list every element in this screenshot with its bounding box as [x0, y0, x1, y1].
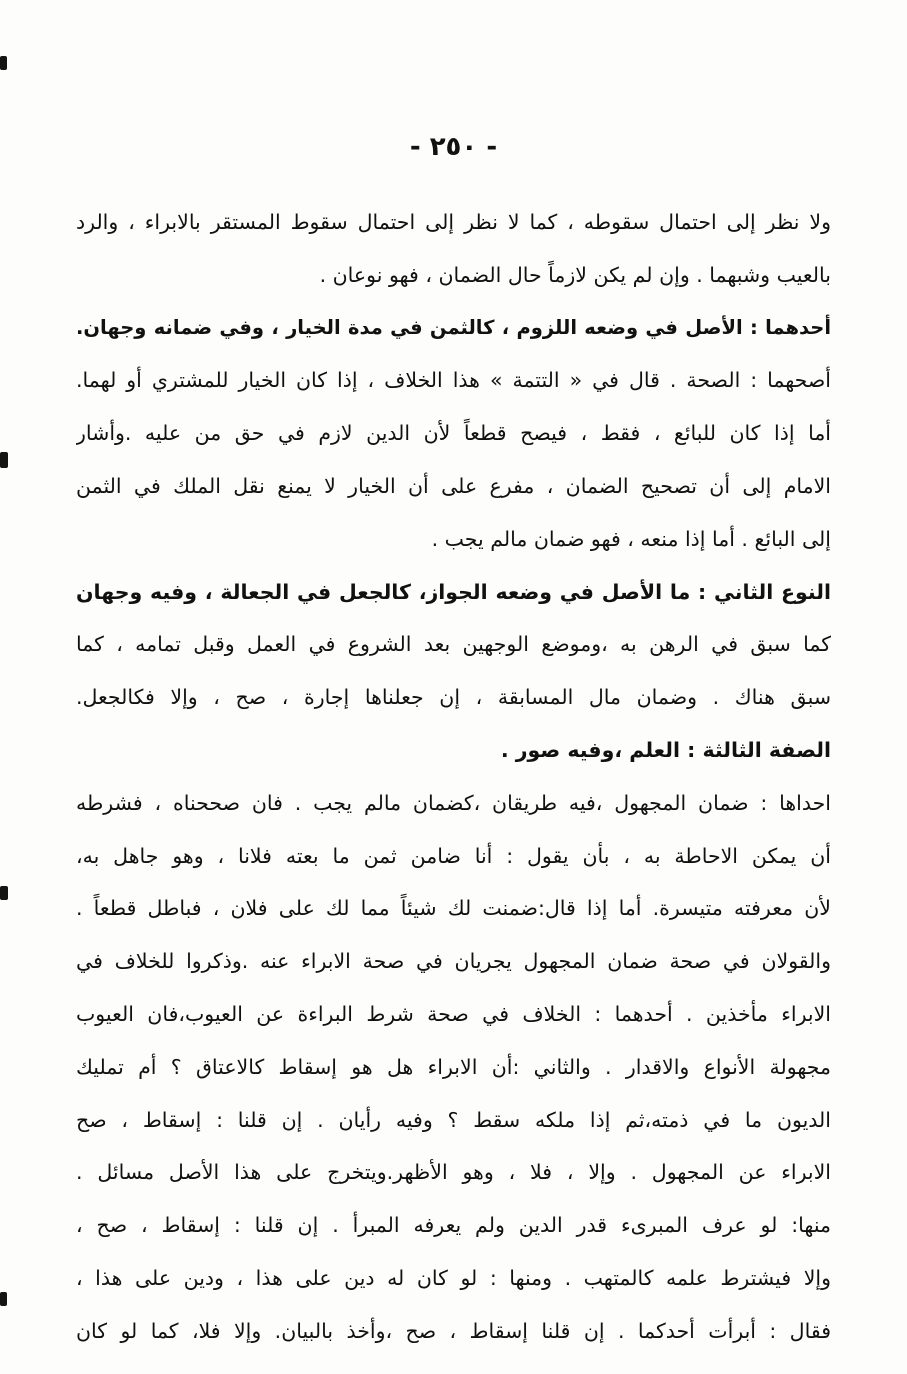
section-line: النوع الثاني : ما الأصل في وضعه الجواز، كالجعل في الجعالة ، وفيه وجهان — [76, 579, 831, 604]
section-heading: الصفة الثالثة : العلم ،وفيه صور . — [500, 737, 831, 762]
section-line: أحدهما : الأصل في وضعه اللزوم ، كالثمن في مدة الخيار ، وفي ضمانه وجهان. — [76, 315, 831, 339]
text-line: أن يمكن الاحاطة به ، بأن يقول : أنا ضامن ثمن ما بعته فلانا ، وهو جاهل به، — [76, 843, 831, 868]
text-line: كما سبق في الرهن به ،وموضع الوجهين بعد الشروع في العمل وقبل تمامه ، كما — [76, 632, 831, 657]
text-line: احداها : ضمان المجهول ،فيه طريقان ،كضمان مالم يجب . فان صححناه ، فشرطه — [76, 790, 831, 815]
text-line: الابراء عن المجهول . وإلا ، فلا ، وهو الأظهر.ويتخرج على هذا الأصل مسائل . — [76, 1160, 831, 1185]
binding-mark — [0, 1292, 7, 1306]
text-line: أصحهما : الصحة . قال في « التتمة » هذا الخلاف ، إذا كان الخيار للمشتري أو لهما. — [76, 368, 831, 393]
binding-mark — [0, 56, 7, 70]
binding-mark — [0, 886, 8, 900]
text-line: سبق هناك . وضمان مال المسابقة ، إن جعلناها إجارة ، صح ، وإلا فكالجعل. — [76, 685, 831, 710]
text-line: منها: لو عرف المبرىء قدر الدين ولم يعرفه المبرأ . إن قلنا : إسقاط ، صح ، — [76, 1213, 831, 1238]
body-text — [76, 196, 831, 1358]
text-line: والقولان في صحة ضمان المجهول يجريان في صحة الابراء عنه .وذكروا للخلاف في — [76, 949, 831, 974]
text-line: مجهولة الأنواع والاقدار . والثاني :أن الابراء هل هو إسقاط كالاعتاق ؟ أم تمليك — [76, 1054, 831, 1079]
text-line: ولا نظر إلى احتمال سقوطه ، كما لا نظر إلى احتمال سقوط المستقر بالابراء ، والرد — [76, 210, 831, 234]
text-line: لأن معرفته متيسرة. أما إذا قال:ضمنت لك شيئاً مما لك على فلان ، فباطل قطعاً . — [76, 896, 831, 921]
text-line: فقال : أبرأت أحدكما . إن قلنا إسقاط ، صح ،وأخذ بالبيان. وإلا فلا، كما لو كان — [76, 1318, 831, 1343]
page-number: - ٢٥٠ - — [409, 132, 498, 162]
text-line: وإلا فيشترط علمه كالمتهب . ومنها : لو كان له دين على هذا ، ودين على هذا ، — [76, 1265, 831, 1290]
binding-mark — [0, 452, 8, 468]
text-line: الابراء مأخذين . أحدهما : الخلاف في صحة شرط البراءة عن العيوب،فان العيوب — [76, 1001, 831, 1026]
text-line: الديون ما في ذمته،ثم إذا ملكه سقط ؟ وفيه رأيان . إن قلنا : إسقاط ، صح — [76, 1107, 831, 1132]
text-line: بالعيب وشبهما . وإن لم يكن لازماً حال الضمان ، فهو نوعان . — [319, 262, 831, 287]
text-line: الامام إلى أن تصحيح الضمان ، مفرع على أن الخيار لا يمنع نقل الملك في الثمن — [76, 473, 831, 498]
text-line: إلى البائع . أما إذا منعه ، فهو ضمان مالم يجب . — [431, 526, 831, 551]
text-line: أما إذا كان للبائع ، فقط ، فيصح قطعاً لأن الدين لازم في حق من عليه .وأشار — [76, 421, 831, 446]
